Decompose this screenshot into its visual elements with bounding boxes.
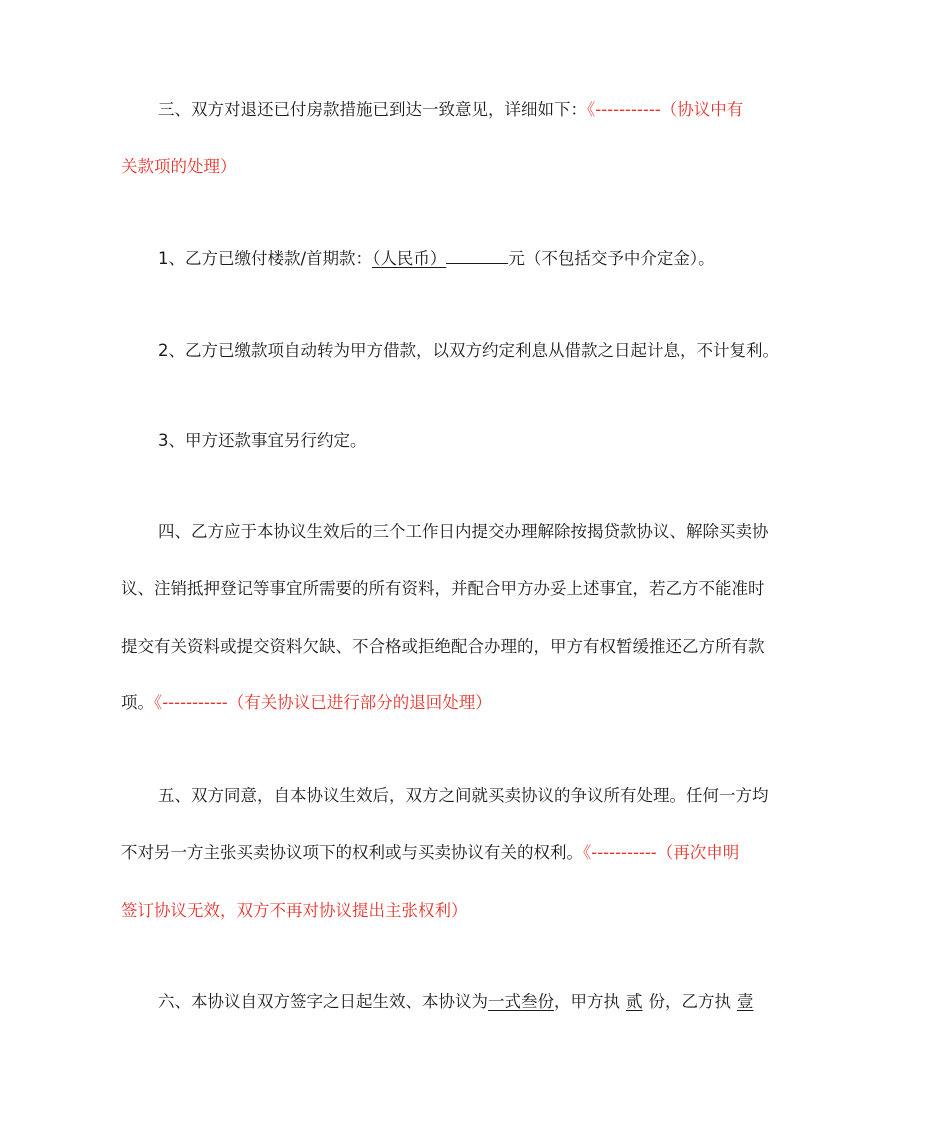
paragraph-3-annotation: 《-----------（协议中有	[587, 100, 744, 119]
paragraph-6-copies-a: 贰	[626, 992, 643, 1011]
item-1	[158, 247, 873, 270]
item-3: 3、甲方还款事宜另行约定。	[158, 431, 367, 450]
paragraph-4-line-2: 议、注销抵押登记等事宜所需要的所有资料，并配合甲方办妥上述事宜，若乙方不能准时	[121, 579, 765, 598]
paragraph-6-copies-b: 壹	[737, 992, 754, 1011]
paragraph-4-line-1: 四、乙方应于本协议生效后的三个工作日内提交办理解除按揭贷款协议、解除买卖协	[158, 522, 769, 541]
paragraph-4-annotation: 《-----------（有关协议已进行部分的退回处理）	[154, 693, 492, 712]
item-2: 2、乙方已缴款项自动转为甲方借款，以双方约定利息从借款之日起计息，不计复利。	[158, 341, 779, 360]
item-1-suffix: 元（不包括交予中介定金）。	[508, 249, 715, 268]
paragraph-5-annotation-cont: 签订协议无效，双方不再对协议提出主张权利）	[121, 901, 468, 920]
paragraph-6-line-1	[158, 991, 873, 1013]
paragraph-5-annotation: 《-----------（再次申明	[583, 843, 740, 862]
item-1-amount-label: （人民币）	[372, 249, 447, 268]
paragraph-5-line-1: 五、双方同意，自本协议生效后，双方之间就买卖协议的争议所有处理。任何一方均	[158, 786, 769, 805]
item-1-prefix: 1、乙方已缴付楼款/首期款：	[158, 249, 373, 268]
paragraph-5-text: 不对另一方主张买卖协议项下的权利或与买卖协议有关的权利。	[121, 843, 583, 862]
item-1-amount-blank	[446, 247, 508, 264]
paragraph-3-line-1	[158, 99, 873, 121]
paragraph-4-line-3: 提交有关资料或提交资料欠缺、不合格或拒绝配合办理的，甲方有权暂缓推还乙方所有款	[121, 637, 765, 656]
paragraph-5-line-2	[121, 842, 836, 864]
paragraph-6-text-b: ，甲方执	[554, 992, 620, 1011]
paragraph-6-copies-total: 一式叁份	[488, 992, 554, 1011]
paragraph-3-annotation-cont: 关款项的处理）	[121, 157, 237, 176]
paragraph-4-text: 项。	[121, 693, 154, 712]
paragraph-6-text-a: 六、本协议自双方签字之日起生效、本协议为	[158, 992, 488, 1011]
paragraph-4-line-4	[121, 692, 836, 714]
paragraph-3-text: 三、双方对退还已付房款措施已到达一致意见，详细如下：	[158, 100, 587, 119]
paragraph-6-text-c: 份，乙方执	[648, 992, 731, 1011]
